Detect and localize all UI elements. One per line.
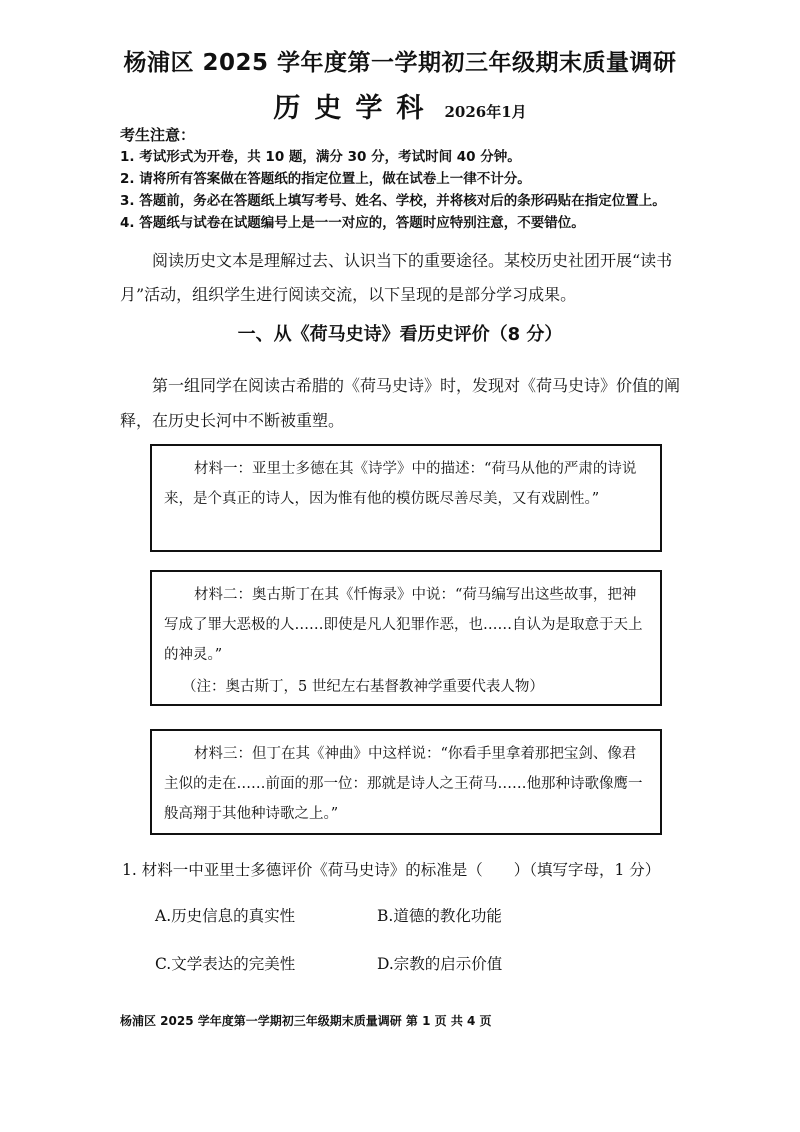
notice-item-3: 3. 答题前，务必在答题纸上填写考号、姓名、学校，并将核对后的条形码贴在指定位置上。	[120, 193, 666, 209]
question-1-stem: 1. 材料一中亚里士多德评价《荷马史诗》的标准是（ ）（填写字母，1 分）	[122, 861, 661, 879]
notice-item-2: 2. 请将所有答案做在答题纸的指定位置上，做在试卷上一律不计分。	[120, 171, 531, 187]
subject-line	[0, 86, 800, 125]
question-1-options	[155, 904, 675, 1000]
section-intro: 第一组同学在阅读古希腊的《荷马史诗》时，发现对《荷马史诗》价值的阐释，在历史长河中不断被重塑。	[120, 376, 681, 430]
material-box-1	[150, 444, 662, 552]
option-b: B.道德的教化功能	[377, 907, 502, 925]
material-2-note: （注：奥古斯丁，5 世纪左右基督教神学重要代表人物）	[182, 679, 544, 695]
option-d: D.宗教的启示价值	[377, 955, 503, 973]
notice-item-1: 1. 考试形式为开卷，共 10 题，满分 30 分，考试时间 40 分钟。	[120, 149, 521, 165]
material-box-2	[150, 570, 662, 706]
exam-title: 杨浦区 2025 学年度第一学期初三年级期末质量调研	[123, 50, 677, 76]
intro-paragraph: 阅读历史文本是理解过去、认识当下的重要途径。某校历史社团开展“读书月”活动，组织学生进行阅读交流，以下呈现的是部分学习成果。	[120, 251, 673, 304]
page-footer: 杨浦区 2025 学年度第一学期初三年级期末质量调研 第 1 页 共 4 页	[120, 1014, 492, 1028]
section-heading: 一、从《荷马史诗》看历史评价（8 分）	[237, 324, 563, 345]
material-3-text: 材料三：但丁在其《神曲》中这样说：“你看手里拿着那把宝剑、像君主似的走在……前面的那一位：那就是诗人之王荷马……他那种诗歌像鹰一般高翔于其他种诗歌之上。”	[164, 746, 643, 822]
material-1-text: 材料一：亚里士多德在其《诗学》中的描述：“荷马从他的严肃的诗说来，是个真正的诗人，因为惟有他的模仿既尽善尽美，又有戏剧性。”	[164, 461, 637, 507]
option-row	[155, 952, 675, 1000]
option-row	[155, 904, 675, 952]
option-c: C.文学表达的完美性	[155, 955, 296, 973]
notice-item-4: 4. 答题纸与试卷在试题编号上是一一对应的，答题时应特别注意，不要错位。	[120, 215, 585, 231]
candidate-notice	[120, 124, 720, 234]
material-box-3	[150, 729, 662, 835]
subject-title: 历史学科	[273, 93, 438, 124]
material-2-text: 材料二：奥古斯丁在其《忏悔录》中说：“荷马编写出这些故事，把神写成了罪大恶极的人……即使是凡人犯罪作恶，也……自认为是取意于天上的神灵。”	[164, 587, 643, 663]
notice-title: 考生注意：	[120, 126, 196, 144]
exam-date: 2026年1月	[444, 103, 527, 121]
option-a: A.历史信息的真实性	[155, 907, 296, 925]
